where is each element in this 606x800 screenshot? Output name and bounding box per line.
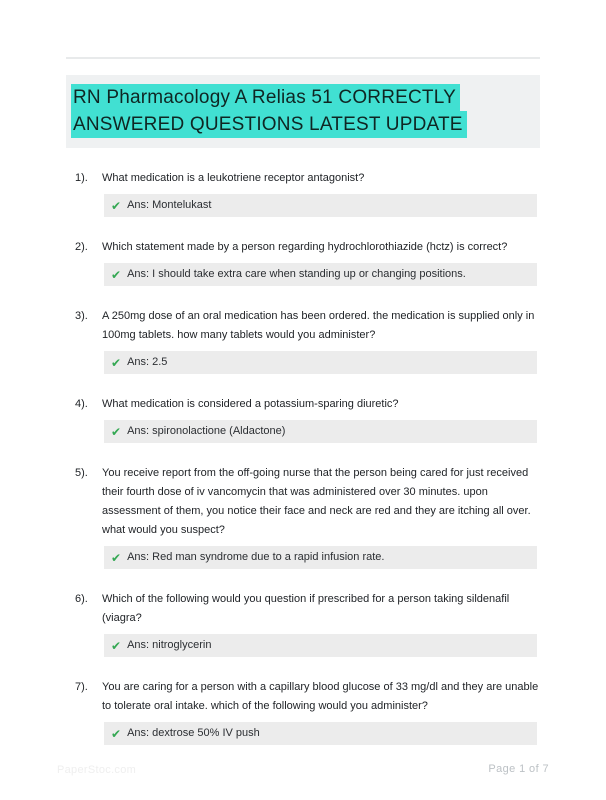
check-icon: ✔ <box>111 267 122 282</box>
document-title-line2: ANSWERED QUESTIONS LATEST UPDATE <box>71 111 467 138</box>
check-icon: ✔ <box>111 355 122 370</box>
question-text: You receive report from the off-going nurse that the person being cared for just received their fourth dose of iv vancomycin that was administered over 30 minutes. upon assessment of them, you notice their face and neck are red and they are itching all over. what would you suspect? <box>102 467 531 536</box>
answer-box <box>104 546 537 569</box>
question-item <box>66 169 540 217</box>
question-line <box>66 238 540 257</box>
question-number: 3). <box>75 310 88 322</box>
document-page <box>66 0 540 745</box>
question-item <box>66 238 540 286</box>
question-item <box>66 395 540 443</box>
answer-text: Ans: 2.5 <box>127 356 168 368</box>
question-number: 2). <box>75 241 88 253</box>
answer-text: Ans: Montelukast <box>127 199 212 211</box>
question-number: 5). <box>75 467 88 479</box>
question-list <box>66 169 540 745</box>
answer-box <box>104 634 537 657</box>
question-text: What medication is a leukotriene receptor antagonist? <box>102 172 365 184</box>
answer-text: Ans: spironolactione (Aldactone) <box>127 425 286 437</box>
question-line <box>66 590 540 628</box>
question-number: 1). <box>75 172 88 184</box>
question-text: You are caring for a person with a capillary blood glucose of 33 mg/dl and they are unable to tolerate oral intake. which of the following would you administer? <box>102 681 539 712</box>
watermark: PaperStoc.com <box>57 764 137 776</box>
question-item <box>66 307 540 374</box>
top-divider <box>66 57 540 59</box>
answer-text: Ans: Red man syndrome due to a rapid infusion rate. <box>127 551 385 563</box>
question-text: Which of the following would you question if prescribed for a person taking sildenafil (viagra? <box>102 593 510 624</box>
question-item <box>66 590 540 657</box>
question-text: What medication is considered a potassium-sparing diuretic? <box>102 398 399 410</box>
question-item <box>66 678 540 745</box>
check-icon: ✔ <box>111 198 122 213</box>
question-item <box>66 464 540 569</box>
question-line <box>66 464 540 540</box>
question-line <box>66 678 540 716</box>
document-title-line1: RN Pharmacology A Relias 51 CORRECTLY <box>71 84 460 111</box>
question-number: 6). <box>75 593 88 605</box>
title-panel <box>66 75 540 148</box>
answer-text: Ans: nitroglycerin <box>127 639 212 651</box>
answer-text: Ans: dextrose 50% IV push <box>127 727 260 739</box>
answer-box <box>104 722 537 745</box>
answer-text: Ans: I should take extra care when standing up or changing positions. <box>127 268 466 280</box>
question-line <box>66 395 540 414</box>
question-line <box>66 169 540 188</box>
check-icon: ✔ <box>111 424 122 439</box>
question-text: A 250mg dose of an oral medication has been ordered. the medication is supplied only in 100mg tablets. how many tablets would you administer? <box>102 310 535 341</box>
answer-box <box>104 420 537 443</box>
answer-box <box>104 351 537 374</box>
check-icon: ✔ <box>111 726 122 741</box>
page-number-label: Page 1 of 7 <box>488 763 549 775</box>
question-line <box>66 307 540 345</box>
check-icon: ✔ <box>111 550 122 565</box>
answer-box <box>104 194 537 217</box>
check-icon: ✔ <box>111 638 122 653</box>
question-number: 7). <box>75 681 88 693</box>
answer-box <box>104 263 537 286</box>
question-text: Which statement made by a person regarding hydrochlorothiazide (hctz) is correct? <box>102 241 508 253</box>
question-number: 4). <box>75 398 88 410</box>
